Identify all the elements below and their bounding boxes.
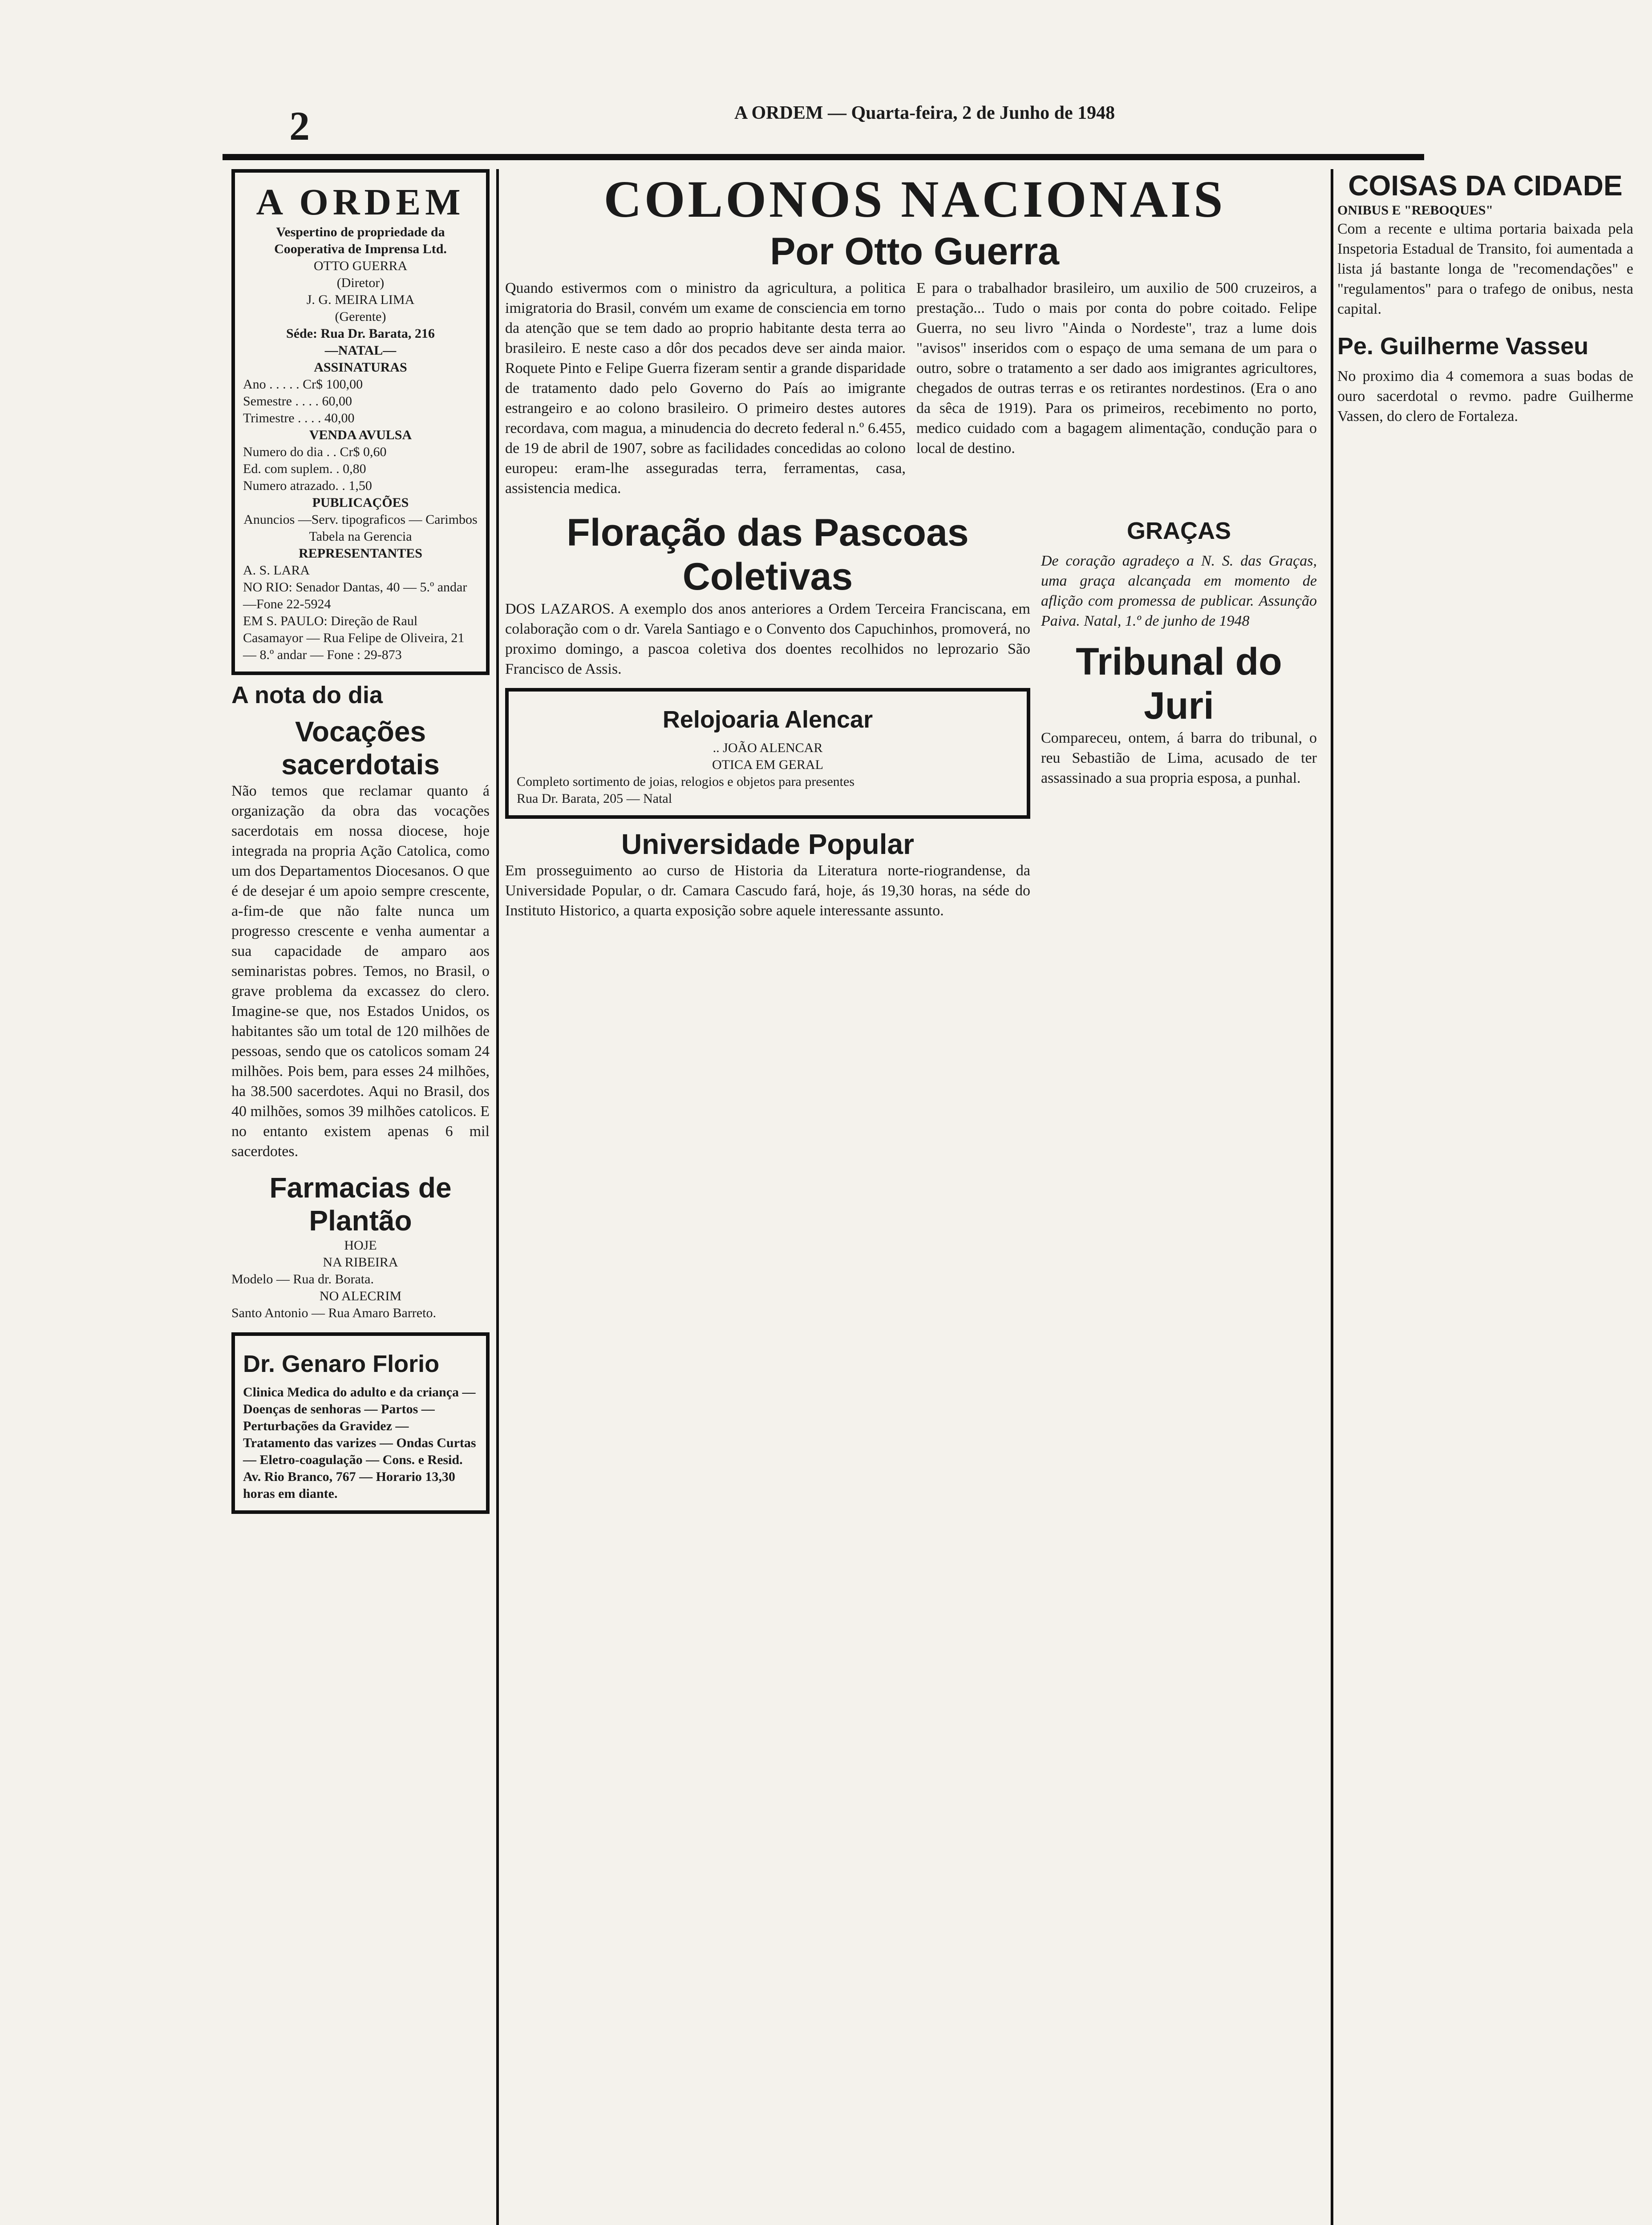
semana-text: Em prosseguimento ao curso de Historia da Literatura norte-riograndense, da Universidade Popular, o dr. Camara Cascudo fará, hoje, ás 19,30 horas, na séde do Instituto Historico, a quarta exposição sobre aquele interessante assunto. bbox=[505, 862, 1030, 919]
relojoaria-line-1: .. JOÃO ALENCAR bbox=[713, 740, 823, 755]
relojoaria-line-2: OTICA EM GERAL bbox=[712, 757, 823, 772]
right-title: COISAS DA CIDADE bbox=[1348, 170, 1623, 202]
right-subtitle: ONIBUS E "REBOQUES" bbox=[1337, 203, 1494, 218]
right-column bbox=[1337, 169, 1633, 426]
masthead-subtitle: Vespertino de propriedade da Cooperativa de Imprensa Ltd. bbox=[274, 225, 447, 256]
loose-line-1: Numero do dia . . Cr$ 0,60 bbox=[243, 445, 387, 459]
pharmacy-line-1: HOJE bbox=[344, 1238, 377, 1253]
rep-2: NO RIO: Senador Dantas, 40 — 5.º andar—Fone 22-5924 bbox=[243, 580, 467, 611]
tribunal-title: Tribunal do Juri bbox=[1076, 640, 1282, 727]
masthead-line-1: OTTO GUERRA bbox=[313, 259, 408, 273]
masthead-line-5: Séde: Rua Dr. Barata, 216 bbox=[286, 326, 435, 341]
pharmacy-line-2: NA RIBEIRA bbox=[323, 1255, 398, 1270]
publications-title: PUBLICAÇÕES bbox=[312, 495, 409, 510]
gracas-text: De coração agradeço a N. S. das Graças, uma graça alcançada em momento de aflição com promessa de publicar. Assunção Paiva. Natal, 1.º de junho de 1948 bbox=[1041, 553, 1317, 629]
loose-line-3: Numero atrazado. . 1,50 bbox=[243, 478, 372, 493]
pe-title: Pe. Guilherme Vasseu bbox=[1337, 333, 1589, 360]
floracao-title: Floração das Pascoas Coletivas bbox=[567, 511, 969, 598]
masthead-line-3: J. G. MEIRA LIMA bbox=[306, 292, 415, 307]
pe-text: No proximo dia 4 comemora a suas bodas de ouro sacerdotal o revmo. padre Guilherme Vassen, do clero de Fortaleza. bbox=[1337, 368, 1633, 425]
floracao-column bbox=[505, 511, 1030, 921]
relojoaria-line-3: Completo sortimento de joias, relogios e objetos para presentes bbox=[517, 774, 854, 789]
gracas-column bbox=[1041, 511, 1317, 921]
gracas-title: GRAÇAS bbox=[1126, 518, 1231, 544]
right-text: Com a recente e ultima portaria baixada pela Inspetoria Estadual de Transito, foi aumentada a lista já bastante longa de "recomendações" e "regulamentos" para o trafego de onibus, nesta capital. bbox=[1337, 221, 1633, 317]
masthead-box bbox=[231, 169, 490, 675]
subscription-line-1: Ano . . . . . Cr$ 100,00 bbox=[243, 377, 363, 392]
doctor-box bbox=[231, 1332, 490, 1514]
tribunal-text: Compareceu, ontem, á barra do tribunal, o reu Sebastião de Lima, acusado de ter assassinado a sua propria esposa, a punhal. bbox=[1041, 730, 1317, 786]
loose-title: VENDA AVULSA bbox=[309, 428, 412, 442]
rep-1: A. S. LARA bbox=[243, 563, 310, 578]
reps-title: REPRESENTANTES bbox=[299, 546, 422, 561]
floracao-text: DOS LAZAROS. A exemplo dos anos anteriores a Ordem Terceira Franciscana, em colaboração com o dr. Varela Santiago e o Convento dos Capuchinhos, promoverá, no proximo domingo, a pascoa coletiva dos doentes recolhidos no leprozario São Francisco de Assis. bbox=[505, 601, 1030, 677]
running-title: A ORDEM — Quarta-feira, 2 de Junho de 1948 bbox=[734, 103, 1115, 123]
pharmacies-title: Farmacias de Plantão bbox=[269, 1172, 452, 1237]
doctor-title: Dr. Genaro Florio bbox=[243, 1351, 440, 1377]
masthead-line-4: (Gerente) bbox=[335, 309, 386, 324]
relojoaria-box bbox=[505, 688, 1030, 819]
masthead-line-2: (Diretor) bbox=[336, 275, 385, 290]
masthead-line-6: —NATAL— bbox=[324, 343, 397, 358]
vocations-text: Não temos que reclamar quanto á organização da obra das vocações sacerdotais em nossa diocese, hoje integrada na propria Ação Catolica, como um dos Departamentos Diocesanos. O que é de desejar é um apoio sempre crescente, a-fim-de que não falte nunca um progresso crescente e venha aumentar a sua capacidade de amparo aos seminaristas pobres. Temos, no Brasil, o grave problema da excassez do clero. Imagine-se que, nos Estados Unidos, os habitantes são um total de 120 milhões de pessoas, sendo que os catolicos somam 24 milhões. Pois bem, para esses 24 milhões, ha 38.500 sacerdotes. Aqui no Brasil, dos 40 milhões, somos 39 milhões catolicos. E no entanto existem apenas 6 mil sacerdotes. bbox=[231, 783, 490, 1160]
subscription-line-2: Semestre . . . . 60,00 bbox=[243, 394, 352, 409]
center-column bbox=[505, 169, 1324, 921]
semana-title: Universidade Popular bbox=[621, 828, 914, 860]
left-column bbox=[231, 169, 490, 1514]
article-left-text: Quando estivermos com o ministro da agricultura, a politica imigratoria do Brasil, convém um exame de consciencia em torno da atenção que se tem dado ao proprio habitante desta terra ao brasileiro. E neste caso a dôr dos pecados deve ser ainda maior. Roquete Pinto e Felipe Guerra fizeram sentir a grande disparidade de tratamento dado pelo Governo do País ao imigrante estrangeiro e ao colono brasileiro. O primeiro destes autores recordava, com magua, a minudencia do decreto federal n.º 6.455, de 19 de abril de 1907, sobre as facilidades concedidas ao colono europeu: eram-lhe asseguradas terra, ferramentas, casa, assistencia medica. bbox=[505, 280, 906, 497]
subscriptions-title: ASSINATURAS bbox=[314, 360, 407, 375]
table-note: Tabela na Gerencia bbox=[309, 529, 412, 544]
publications: Anuncios —Serv. tipograficos — Carimbos bbox=[243, 512, 478, 527]
page-number: 2 bbox=[289, 103, 310, 149]
article-right-text: E para o trabalhador brasileiro, um auxilio de 500 cruzeiros, a prestação... Tudo o mais por conta do pobre coitado. Felipe Guerra, no seu livro "Ainda o Nordeste", traz a lume dois "avisos" inseridos com o espaço de uma semana de um para o outro, sobre o tratamento a ser dado aos imigrantes agricultores, chegados de outras terras e os retirantes nordestinos. (Era o ano da sêca de 1919). Para os primeiros, recebimento no porto, medico cuidado com a bagagem alimentação, condução para o local de destino. bbox=[916, 280, 1317, 457]
subscription-line-3: Trimestre . . . . 40,00 bbox=[243, 411, 355, 425]
vocations-title: Vocações sacerdotais bbox=[281, 716, 440, 781]
column-rule-2 bbox=[1331, 169, 1333, 2225]
note-title: A nota do dia bbox=[231, 682, 383, 708]
main-byline: Por Otto Guerra bbox=[770, 230, 1059, 273]
pharmacy-line-3: Modelo — Rua dr. Borata. bbox=[231, 1272, 374, 1286]
doctor-text: Clinica Medica do adulto e da criança — Doenças de senhoras — Partos — Perturbações da Gravidez — Tratamento das varizes — Ondas Curtas — Eletro-coagulação — Cons. e Resid. Av. Rio Branco, 767 — Horario 13,30 horas em diante. bbox=[243, 1385, 476, 1501]
loose-line-2: Ed. com suplem. . 0,80 bbox=[243, 461, 366, 476]
pharmacy-line-4: NO ALECRIM bbox=[319, 1289, 402, 1303]
column-rule-1 bbox=[496, 169, 499, 2225]
relojoaria-title: Relojoaria Alencar bbox=[662, 706, 873, 733]
masthead-title: A ORDEM bbox=[256, 182, 465, 223]
relojoaria-line-4: Rua Dr. Barata, 205 — Natal bbox=[517, 791, 672, 806]
pharmacy-line-5: Santo Antonio — Rua Amaro Barreto. bbox=[231, 1306, 436, 1320]
rep-3: EM S. PAULO: Direção de Raul Casamayor — Rua Felipe de Oliveira, 21 — 8.º andar — Fone : 29-873 bbox=[243, 614, 465, 662]
main-headline: COLONOS NACIONAIS bbox=[603, 170, 1226, 228]
